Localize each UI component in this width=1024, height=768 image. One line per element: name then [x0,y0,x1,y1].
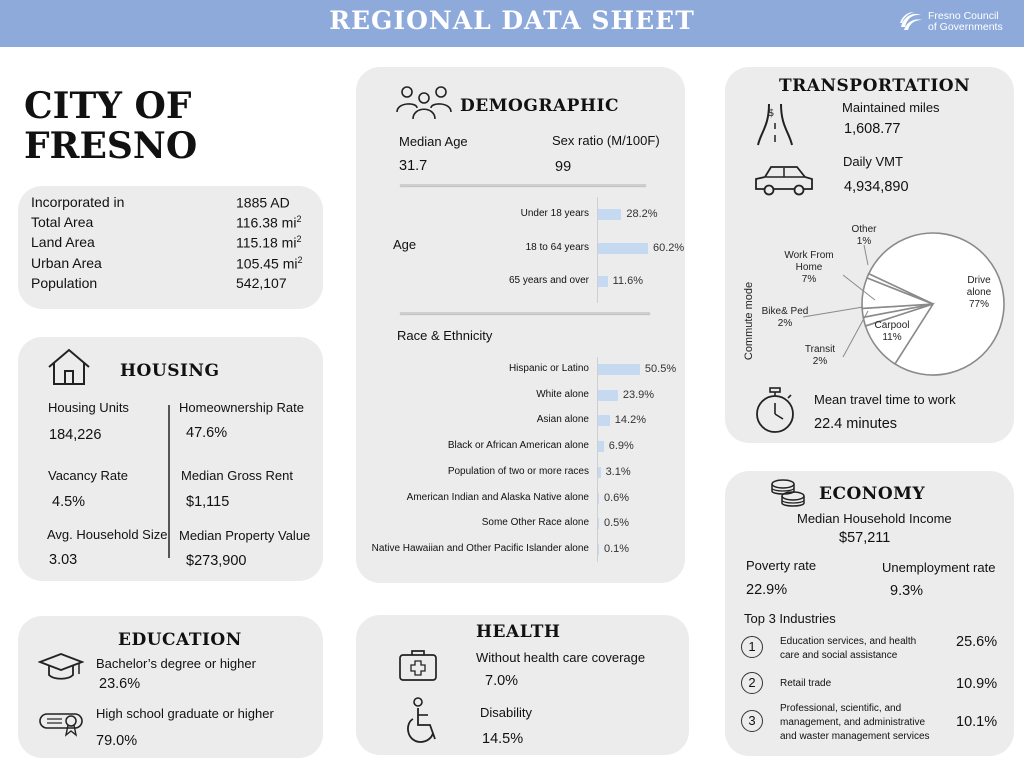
housing-card [18,337,323,581]
bachelor-value: 23.6% [99,676,141,692]
pie-slice-value: 2% [812,356,828,367]
poverty-rate-label: Poverty rate [746,558,817,573]
transportation-heading: TRANSPORTATION [779,76,971,96]
bar-value-label: 0.5% [604,517,630,530]
bar-value-label: 6.9% [608,440,634,453]
pie-slice-label: Work From [784,250,834,261]
bar-label: 18 to 64 years [525,241,589,253]
city-title-line-1: CITY OF [24,85,192,127]
graduation-cap-icon [38,652,84,682]
maintained-miles-label: Maintained miles [842,100,940,115]
vacancy-rate-value: 4.5% [52,494,86,510]
city-info-card [18,186,323,309]
property-value-value: $273,900 [186,553,247,569]
logo-line-1: Fresno Council [928,10,999,22]
housing-divider [168,405,170,558]
industry-2-line-1: Retail trade [780,678,832,689]
demographic-separator-2 [400,312,650,314]
bar [598,441,604,452]
bar [598,243,648,254]
bar-label: Asian alone [536,414,589,426]
household-size-label: Avg. Household Size [47,527,168,542]
highschool-label: High school graduate or higher [96,706,274,721]
commute-mode-axis-label: Commute mode [743,281,755,361]
info-label-population: Population [31,275,98,291]
bar [598,544,599,555]
city-title-line-2: FRESNO [24,125,198,167]
house-icon [46,347,92,387]
bar-value-label: 3.1% [605,465,631,478]
bar-label: Population of two or more races [447,465,589,477]
bar-label: Some Other Race alone [481,517,589,529]
coverage-value: 7.0% [485,673,519,689]
housing-units-value: 184,226 [49,427,102,443]
transportation-card [725,67,1014,443]
info-label-total-area: Total Area [31,214,94,230]
disability-label: Disability [480,705,533,720]
pie-leader-line [803,307,863,317]
info-label-incorporated: Incorporated in [31,194,125,210]
city-title [24,86,197,166]
pie-slice-value: 1% [856,236,872,247]
pie-slice-label: Transit [804,344,836,355]
pie-slice-label: Home [795,262,823,273]
bar-label: Under 18 years [520,208,589,219]
sex-ratio-label: Sex ratio (M/100F) [552,133,660,148]
disability-value: 14.5% [482,731,524,747]
education-card [18,616,323,758]
demographic-card [356,67,685,583]
race-chart-axis [597,357,598,562]
daily-vmt-label: Daily VMT [843,154,903,169]
industry-2-number: 2 [741,672,763,694]
bar-label: Hispanic or Latino [508,363,589,374]
bar [598,415,610,426]
pie-slice-value: 77% [968,299,990,310]
bar-label: American Indian and Alaska Native alone [406,491,589,503]
industry-3-line-1: Professional, scientific, and [780,703,902,714]
people-icon [395,84,453,120]
gross-rent-value: $1,115 [186,494,230,510]
industry-2-value: 10.9% [956,676,998,692]
health-card [356,615,689,755]
household-income-value: $57,211 [839,530,891,546]
bar-value-label: 0.1% [604,542,630,555]
wheelchair-icon [404,697,442,747]
demographic-separator-1 [400,184,646,186]
info-label-urban-area: Urban Area [31,255,102,271]
industry-1-line-2: care and social assistance [780,650,898,661]
bar-value-label: 14.2% [614,414,646,427]
swoosh-icon [898,9,924,35]
demographic-heading: DEMOGRAPHIC [460,96,619,116]
bar-label: 65 years and over [508,275,589,286]
info-label-land-area: Land Area [31,234,95,250]
bachelor-label: Bachelor’s degree or higher [96,656,256,671]
industry-3-line-2: management, and administrative [780,717,926,728]
daily-vmt-value: 4,934,890 [844,179,909,195]
household-size-value: 3.03 [49,552,78,568]
stopwatch-icon [753,387,797,435]
travel-time-label: Mean travel time to work [814,392,956,407]
bar-value-label: 0.6% [604,491,630,504]
bar-label: Native Hawaiian and Other Pacific Islander alone [371,542,589,554]
gross-rent-label: Median Gross Rent [181,468,293,483]
highschool-value: 79.0% [96,733,138,749]
pie-leader-line [843,311,868,357]
unemployment-rate-value: 9.3% [890,583,924,599]
economy-card [725,471,1014,756]
median-age-label: Median Age [399,134,468,149]
bar [598,467,601,478]
info-value-total-area: 116.38 $mi^2$ [236,214,302,231]
pie-slice-label: alone [966,287,992,298]
health-heading: HEALTH [476,622,561,642]
race-chart-label: Race & Ethnicity [397,328,493,343]
pie-slice-label: Other [851,224,877,235]
coins-icon [769,477,807,509]
property-value-label: Median Property Value [179,528,311,543]
bar-value-label: 11.6% [612,275,643,287]
industry-3-line-3: and waster management services [780,731,930,742]
pie-slice-label: Carpool [874,320,910,331]
pie-slice-value: 2% [777,318,793,329]
bar [598,493,599,504]
bar-label: Black or African American alone [447,440,589,452]
household-income-label: Median Household Income [797,511,952,526]
education-heading: EDUCATION [118,630,242,650]
bar [598,518,599,529]
pie-slice-value: 11% [882,332,902,343]
info-value-population: 542,107 [236,275,287,291]
bar-value-label: 23.9% [622,388,655,401]
pie-slice-label: Drive [967,275,991,286]
median-age-value: 31.7 [399,158,428,174]
logo-line-2: of Governments [928,21,1003,33]
coverage-label: Without health care coverage [476,650,646,665]
bar [598,276,608,287]
sex-ratio-value: 99 [555,159,572,175]
travel-time-value: 22.4 minutes [814,416,898,432]
commute-mode-pie-chart [725,67,1014,387]
homeownership-label: Homeownership Rate [179,400,305,415]
fresno-cog-logo [898,9,1003,35]
poverty-rate-value: 22.9% [746,582,788,598]
medical-kit-icon [398,648,438,682]
bar [598,209,621,220]
page-title: REGIONAL DATA SHEET [329,6,695,35]
maintained-miles-value: 1,608.77 [844,121,901,137]
pie-slice-label: Bike& Ped [761,306,809,317]
industry-3-value: 10.1% [956,714,998,730]
industry-1-number: 1 [741,636,763,658]
pie-leader-line [864,245,868,265]
bar [598,364,640,375]
unemployment-rate-label: Unemployment rate [882,560,996,575]
age-chart-label: Age [393,237,417,252]
industry-1-line-1: Education services, and health [780,636,917,647]
vacancy-rate-label: Vacancy Rate [48,468,128,483]
bar-label: White alone [536,388,589,400]
bar [598,390,618,401]
info-value-urban-area: 105.45 $mi^2$ [236,255,303,272]
industry-3-number: 3 [741,710,763,732]
housing-heading: HOUSING [120,361,220,381]
bar-value-label: 60.2% [652,241,685,254]
diploma-icon [38,710,88,738]
bar-value-label: 28.2% [626,208,658,220]
info-value-land-area: 115.18 $mi^2$ [236,234,302,251]
svg-text:$: $ [768,108,775,119]
industry-1-value: 25.6% [956,634,998,650]
bar-value-label: 50.5% [644,363,677,375]
header-banner [0,0,1024,47]
economy-heading: ECONOMY [819,484,926,504]
pie-slice-value: 7% [801,274,817,285]
top-industries-label: Top 3 Industries [744,611,836,626]
info-value-incorporated: 1885 AD [236,194,290,211]
housing-units-label: Housing Units [48,400,129,415]
homeownership-value: 47.6% [186,425,228,441]
